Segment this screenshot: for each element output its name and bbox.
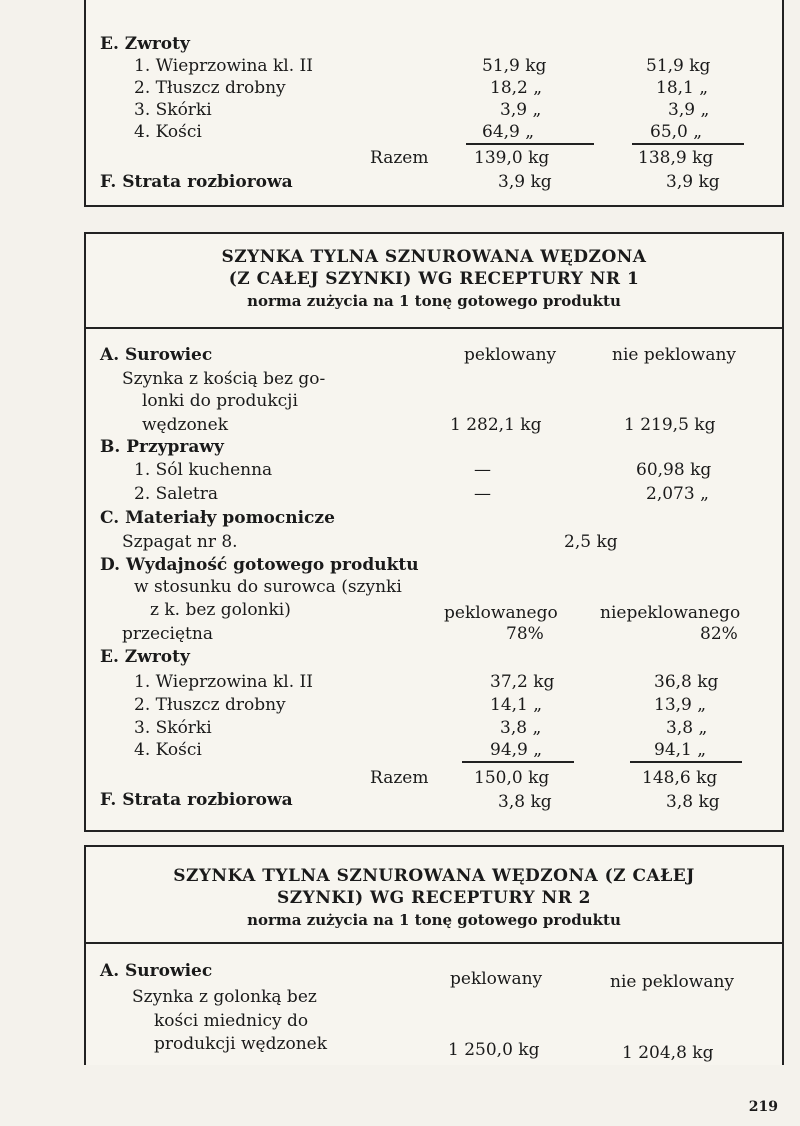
yield-value-b: 82% xyxy=(700,624,738,644)
section-header xyxy=(86,847,782,944)
section-title: SZYNKA TYLNA SZNUROWANA WĘDZONA (Z CAŁEJ xyxy=(173,866,695,886)
item-value-b: 94,1 „ xyxy=(630,739,742,763)
raw-material-value-a: 1 250,0 kg xyxy=(448,1040,540,1060)
item-value-a: 64,9 „ xyxy=(466,121,594,145)
item-value-b: 18,1 „ xyxy=(656,78,709,98)
section-box-1 xyxy=(84,0,784,207)
raw-material-text: Szynka z kością bez go- xyxy=(122,369,326,389)
item-value-a: — xyxy=(474,460,491,480)
column-header-a: peklowany xyxy=(464,345,557,365)
section-subtitle: norma zużycia na 1 tonę gotowego produktu xyxy=(247,911,621,929)
returns-heading: E. Zwroty xyxy=(100,34,190,54)
item-value-b: 51,9 kg xyxy=(646,56,711,76)
total-value-b: 148,6 kg xyxy=(642,768,718,788)
item-value-a: 3,8 „ xyxy=(500,718,542,738)
item-label: 1. Wieprzowina kl. II xyxy=(134,672,313,692)
spices-heading: B. Przyprawy xyxy=(100,437,224,457)
column-header-a: peklowanego xyxy=(444,603,558,623)
section-title: SZYNKA TYLNA SZNUROWANA WĘDZONA xyxy=(221,247,647,267)
item-value-b: 36,8 kg xyxy=(654,672,719,692)
column-header-b: nie peklowany xyxy=(612,345,737,365)
raw-material-text: produkcji wędzonek xyxy=(154,1034,328,1054)
raw-material-value-b: 1 219,5 kg xyxy=(624,415,716,435)
item-value-a: 94,9 „ xyxy=(462,739,574,763)
raw-material-value-a: 1 282,1 kg xyxy=(450,415,542,435)
item-label: 4. Kości xyxy=(134,740,202,760)
yield-text: w stosunku do surowca (szynki xyxy=(134,577,402,597)
item-label: 3. Skórki xyxy=(134,100,212,120)
raw-material-value-b: 1 204,8 kg xyxy=(622,1043,714,1063)
item-label: Szpagat nr 8. xyxy=(122,532,238,552)
loss-heading: F. Strata rozbiorowa xyxy=(100,790,293,810)
section-subtitle: norma zużycia na 1 tonę gotowego produktu xyxy=(247,292,621,310)
raw-material-text: Szynka z golonką bez xyxy=(132,987,317,1007)
returns-heading: E. Zwroty xyxy=(100,647,190,667)
item-label: 1. Wieprzowina kl. II xyxy=(134,56,313,76)
item-label: 3. Skórki xyxy=(134,718,212,738)
section-box-3 xyxy=(84,845,784,1065)
total-label: Razem xyxy=(370,148,429,168)
item-label: 2. Tłuszcz drobny xyxy=(134,78,286,98)
raw-material-text: wędzonek xyxy=(142,415,228,435)
page-number: 219 xyxy=(748,1099,778,1115)
item-value-a: 37,2 kg xyxy=(490,672,555,692)
item-value-a: 14,1 „ xyxy=(490,695,543,715)
item-value-b: 2,073 „ xyxy=(646,484,709,504)
item-value-a: 3,9 „ xyxy=(500,100,542,120)
yield-text: z k. bez golonki) xyxy=(150,600,291,620)
raw-material-text: kości miednicy do xyxy=(154,1011,309,1031)
total-value-a: 139,0 kg xyxy=(474,148,550,168)
item-value-b: 3,8 „ xyxy=(666,718,708,738)
auxiliary-materials-heading: C. Materiały pomocnicze xyxy=(100,508,335,528)
loss-value-a: 3,9 kg xyxy=(498,172,552,192)
yield-value-a: 78% xyxy=(506,624,544,644)
item-value-a: 51,9 kg xyxy=(482,56,547,76)
loss-value-a: 3,8 kg xyxy=(498,792,552,812)
section-header xyxy=(86,234,782,329)
loss-value-b: 3,9 kg xyxy=(666,172,720,192)
total-label: Razem xyxy=(370,768,429,788)
item-label: 4. Kości xyxy=(134,122,202,142)
column-header-a: peklowany xyxy=(450,969,543,989)
yield-text: przeciętna xyxy=(122,624,213,644)
item-value-b: 13,9 „ xyxy=(654,695,707,715)
section-box-2 xyxy=(84,232,784,832)
section-title: (Z CAŁEJ SZYNKI) WG RECEPTURY NR 1 xyxy=(228,269,640,289)
total-value-b: 138,9 kg xyxy=(638,148,714,168)
item-value: 2,5 kg xyxy=(564,532,618,552)
raw-material-heading: A. Surowiec xyxy=(100,345,213,365)
section-title: SZYNKI) WG RECEPTURY NR 2 xyxy=(277,888,591,908)
item-label: 2. Saletra xyxy=(134,484,218,504)
item-label: 2. Tłuszcz drobny xyxy=(134,695,286,715)
item-value-b: 3,9 „ xyxy=(668,100,710,120)
item-value-a: 18,2 „ xyxy=(490,78,543,98)
column-header-b: niepeklowanego xyxy=(600,603,741,623)
raw-material-text: lonki do produkcji xyxy=(142,391,298,411)
column-header-b: nie peklowany xyxy=(610,972,735,992)
item-value-a: — xyxy=(474,484,491,504)
loss-heading: F. Strata rozbiorowa xyxy=(100,172,293,192)
loss-value-b: 3,8 kg xyxy=(666,792,720,812)
yield-heading: D. Wydajność gotowego produktu xyxy=(100,555,419,575)
item-label: 1. Sól kuchenna xyxy=(134,460,273,480)
total-value-a: 150,0 kg xyxy=(474,768,550,788)
item-value-b: 65,0 „ xyxy=(632,121,744,145)
item-value-b: 60,98 kg xyxy=(636,460,712,480)
raw-material-heading: A. Surowiec xyxy=(100,961,213,981)
